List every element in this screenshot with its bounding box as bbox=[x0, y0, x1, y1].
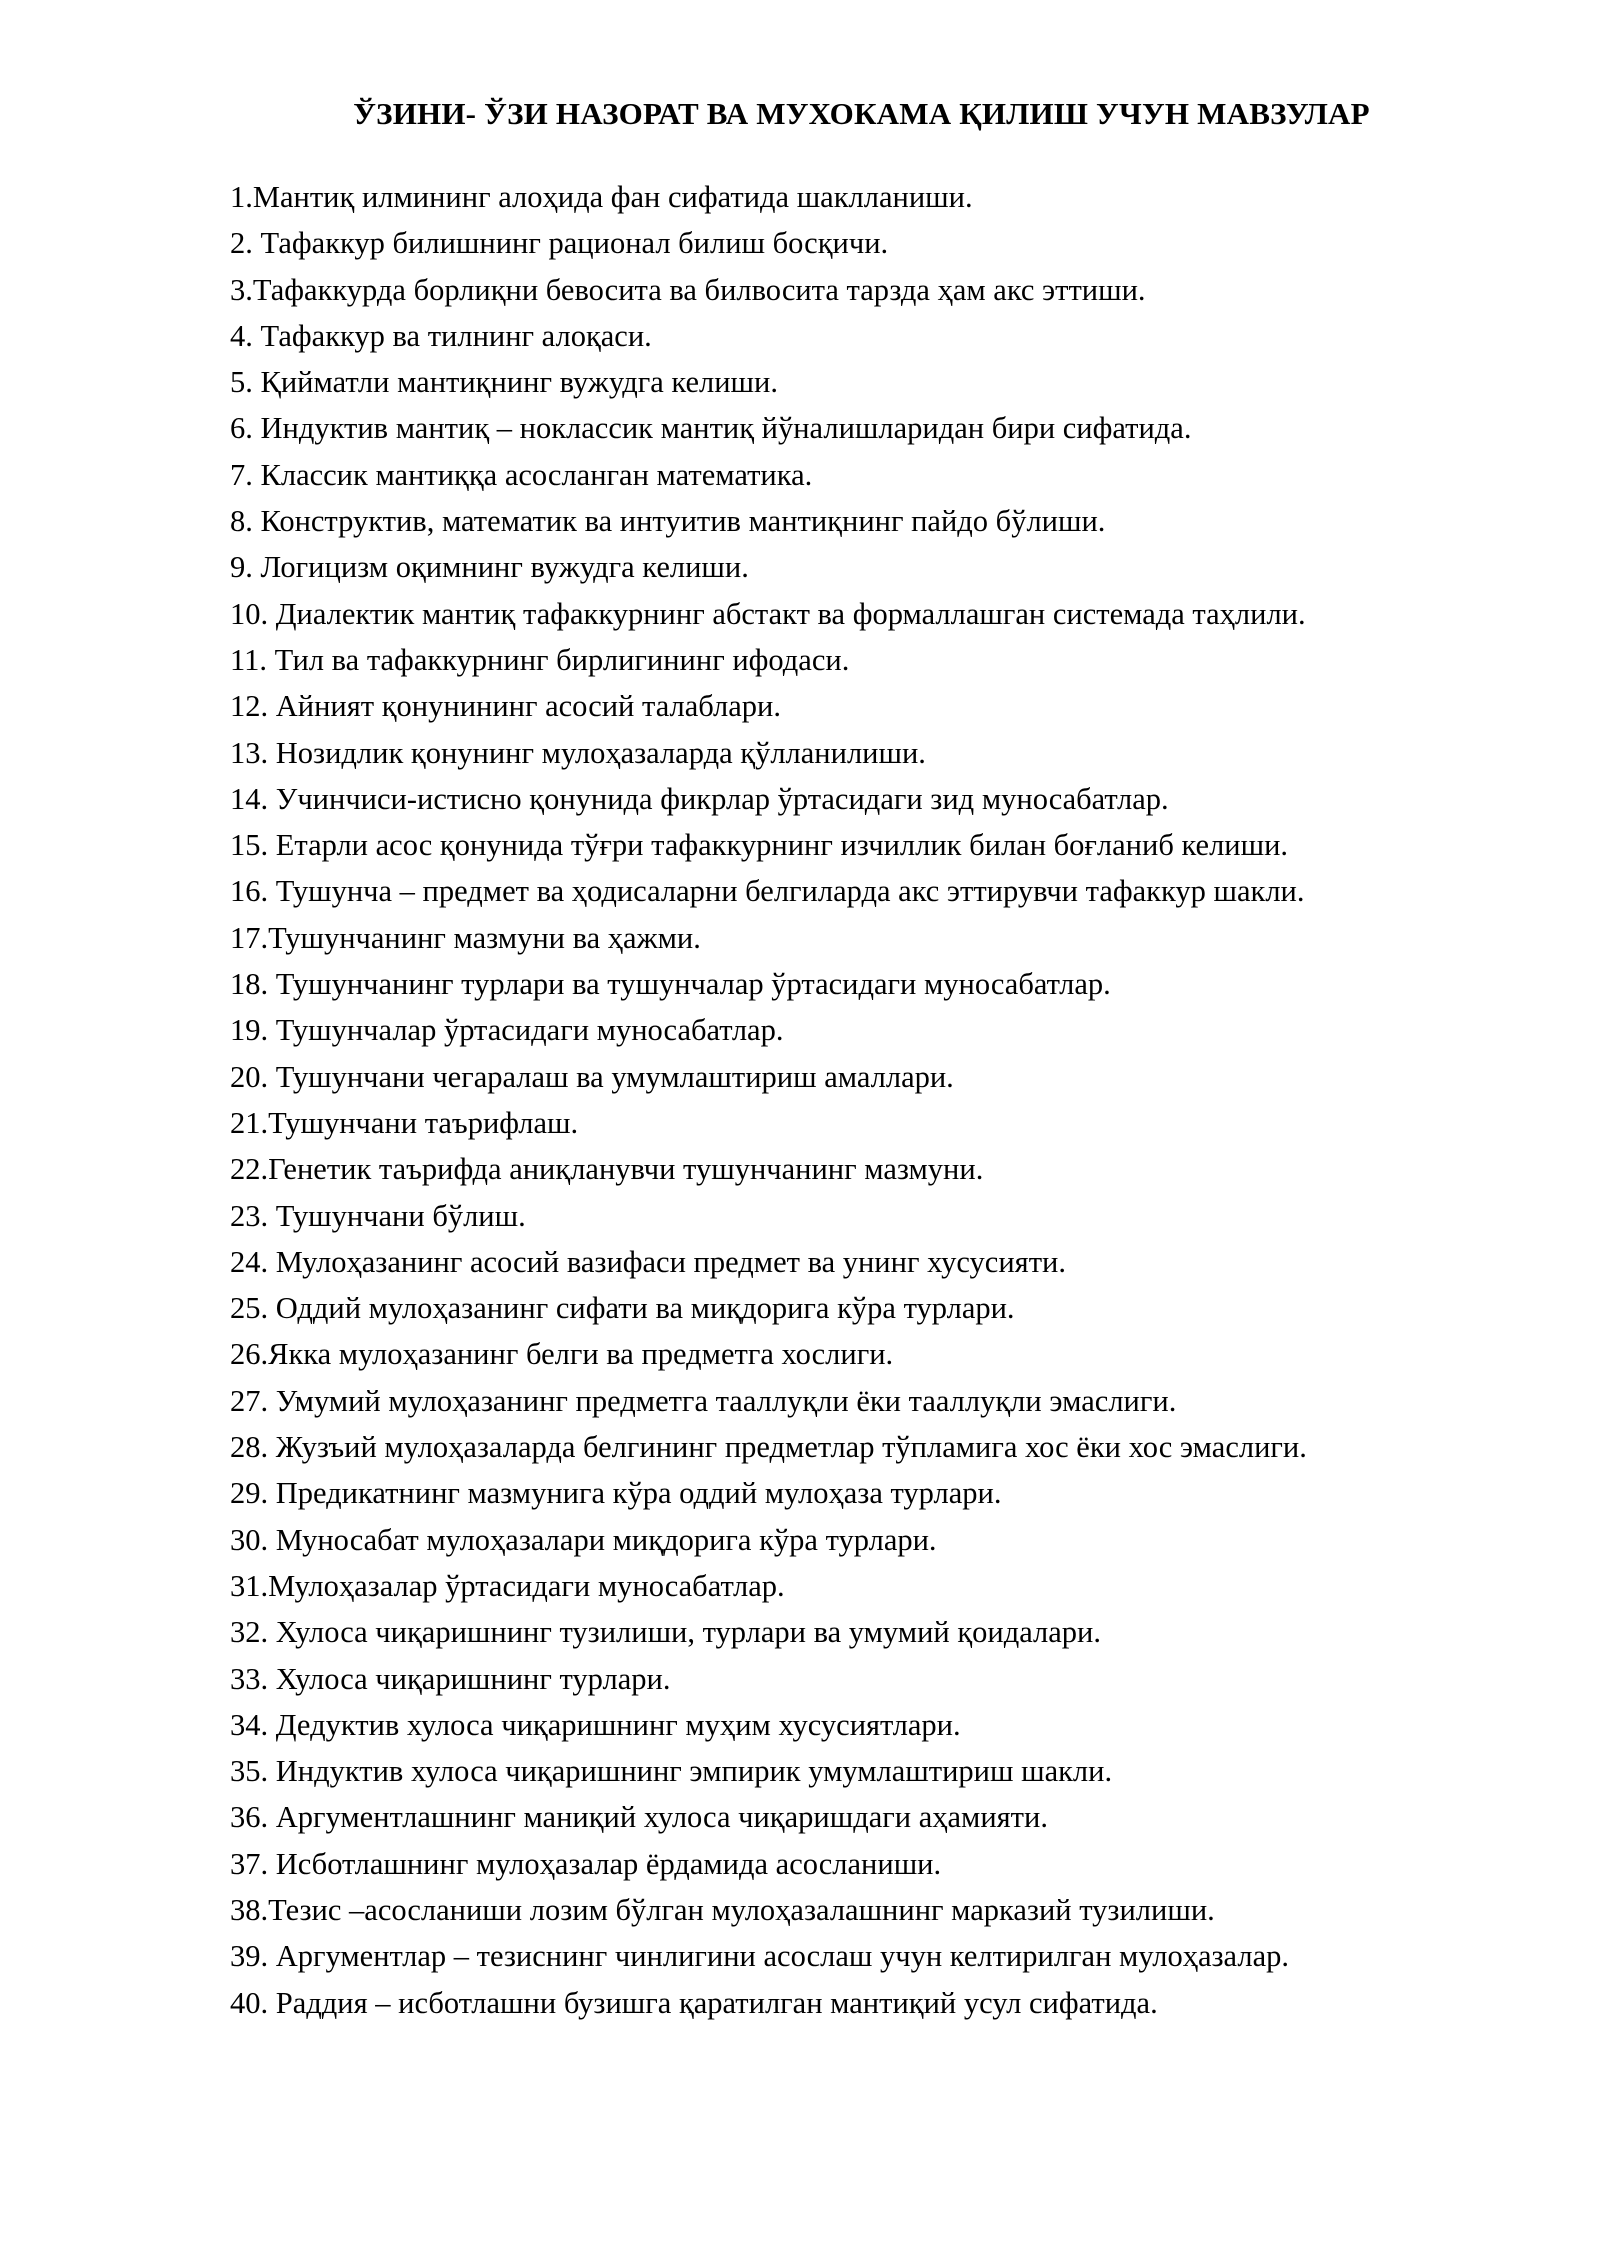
topic-item: 27. Умумий мулоҳазанинг предметга тааллуқли ёки тааллуқли эмаслиги. bbox=[230, 1383, 1177, 1418]
topic-item: 9. Логицизм оқимнинг вужудга келиши. bbox=[230, 550, 749, 585]
topic-item: 31.Мулоҳазалар ўртасидаги муносабатлар. bbox=[230, 1568, 785, 1603]
topic-item: 5. Қийматли мантиқнинг вужудга келиши. bbox=[230, 365, 778, 400]
topic-item: 3.Тафаккурда борлиқни бевосита ва билвосита тарзда ҳам акс эттиши. bbox=[230, 272, 1146, 307]
topic-item: 33. Хулоса чиқаришнинг турлари. bbox=[230, 1661, 671, 1696]
topic-item: 32. Хулоса чиқаришнинг тузилиши, турлари ва умумий қоидалари. bbox=[230, 1615, 1102, 1650]
topic-item: 15. Етарли асос қонунида тўғри тафаккурнинг изчиллик билан боғланиб келиши. bbox=[230, 828, 1289, 863]
topic-item: 12. Айният қонунининг асосий талаблари. bbox=[230, 689, 781, 724]
topic-item: 10. Диалектик мантиқ тафаккурнинг абстакт ва формаллашган системада таҳлили. bbox=[230, 596, 1306, 631]
topic-item: 39. Аргументлар – тезиснинг чинлигини асослаш учун келтирилган мулоҳазалар. bbox=[230, 1939, 1289, 1974]
topic-item: 25. Оддий мулоҳазанинг сифати ва миқдорига кўра турлари. bbox=[230, 1291, 1015, 1326]
topic-item: 34. Дедуктив хулоса чиқаришнинг муҳим хусусиятлари. bbox=[230, 1707, 961, 1742]
topic-item: 16. Тушунча – предмет ва ҳодисаларни белгиларда акс эттирувчи тафаккур шакли. bbox=[230, 874, 1305, 909]
topic-item: 23. Тушунчани бўлиш. bbox=[230, 1198, 526, 1233]
topic-item: 7. Классик мантиққа асосланган математика. bbox=[230, 457, 813, 492]
topic-item: 38.Тезис –асосланиши лозим бўлган мулоҳазалашнинг марказий тузилиши. bbox=[230, 1892, 1215, 1927]
topic-item: 24. Мулоҳазанинг асосий вазифаси предмет ва унинг хусусияти. bbox=[230, 1244, 1066, 1279]
topic-item: 40. Раддия – исботлашни бузишга қаратилган мантиқий усул сифатида. bbox=[230, 1985, 1158, 2020]
topic-list bbox=[230, 174, 1560, 2026]
topic-item: 17.Тушунчанинг мазмуни ва ҳажми. bbox=[230, 920, 701, 955]
topic-item: 22.Генетик таърифда аниқланувчи тушунчанинг мазмуни. bbox=[230, 1152, 984, 1187]
topic-item: 11. Тил ва тафаккурнинг бирлигининг ифодаси. bbox=[230, 642, 850, 677]
topic-item: 36. Аргументлашнинг маниқий хулоса чиқаришдаги аҳамияти. bbox=[230, 1800, 1048, 1835]
topic-item: 20. Тушунчани чегаралаш ва умумлаштириш амаллари. bbox=[230, 1059, 954, 1094]
topic-item: 2. Тафаккур билишнинг рационал билиш босқичи. bbox=[230, 226, 889, 261]
topic-item: 6. Индуктив мантиқ – ноклассик мантиқ йўналишларидан бири сифатида. bbox=[230, 411, 1192, 446]
topic-item: 28. Жузъий мулоҳазаларда белгининг предметлар тўпламига хос ёки хос эмаслиги. bbox=[230, 1430, 1307, 1465]
topic-item: 21.Тушунчани таърифлаш. bbox=[230, 1105, 579, 1140]
document-title: ЎЗИНИ- ЎЗИ НАЗОРАТ ВА МУХОКАМА ҚИЛИШ УЧУН МАВЗУЛАР bbox=[353, 96, 1370, 131]
topic-item: 18. Тушунчанинг турлари ва тушунчалар ўртасидаги муносабатлар. bbox=[230, 967, 1111, 1002]
topic-item: 37. Исботлашнинг мулоҳазалар ёрдамида асосланиши. bbox=[230, 1846, 942, 1881]
topic-item: 4. Тафаккур ва тилнинг алоқаси. bbox=[230, 318, 652, 353]
topic-item: 26.Якка мулоҳазанинг белги ва предметга хослиги. bbox=[230, 1337, 894, 1372]
topic-item: 30. Муносабат мулоҳазалари миқдорига кўра турлари. bbox=[230, 1522, 937, 1557]
topic-item: 8. Конструктив, математик ва интуитив мантиқнинг пайдо бўлиши. bbox=[230, 504, 1106, 539]
topic-item: 13. Нозидлик қонунинг мулоҳазаларда қўлланилиши. bbox=[230, 735, 926, 770]
topic-item: 35. Индуктив хулоса чиқаришнинг эмпирик умумлаштириш шакли. bbox=[230, 1754, 1113, 1789]
topic-item: 14. Учинчиси-истисно қонунида фикрлар ўртасидаги зид муносабатлар. bbox=[230, 781, 1169, 816]
topic-item: 1.Мантиқ илмининг алоҳида фан сифатида шаклланиши. bbox=[230, 180, 973, 214]
topic-item: 29. Предикатнинг мазмунига кўра оддий мулоҳаза турлари. bbox=[230, 1476, 1002, 1511]
topic-item: 19. Тушунчалар ўртасидаги муносабатлар. bbox=[230, 1013, 784, 1048]
